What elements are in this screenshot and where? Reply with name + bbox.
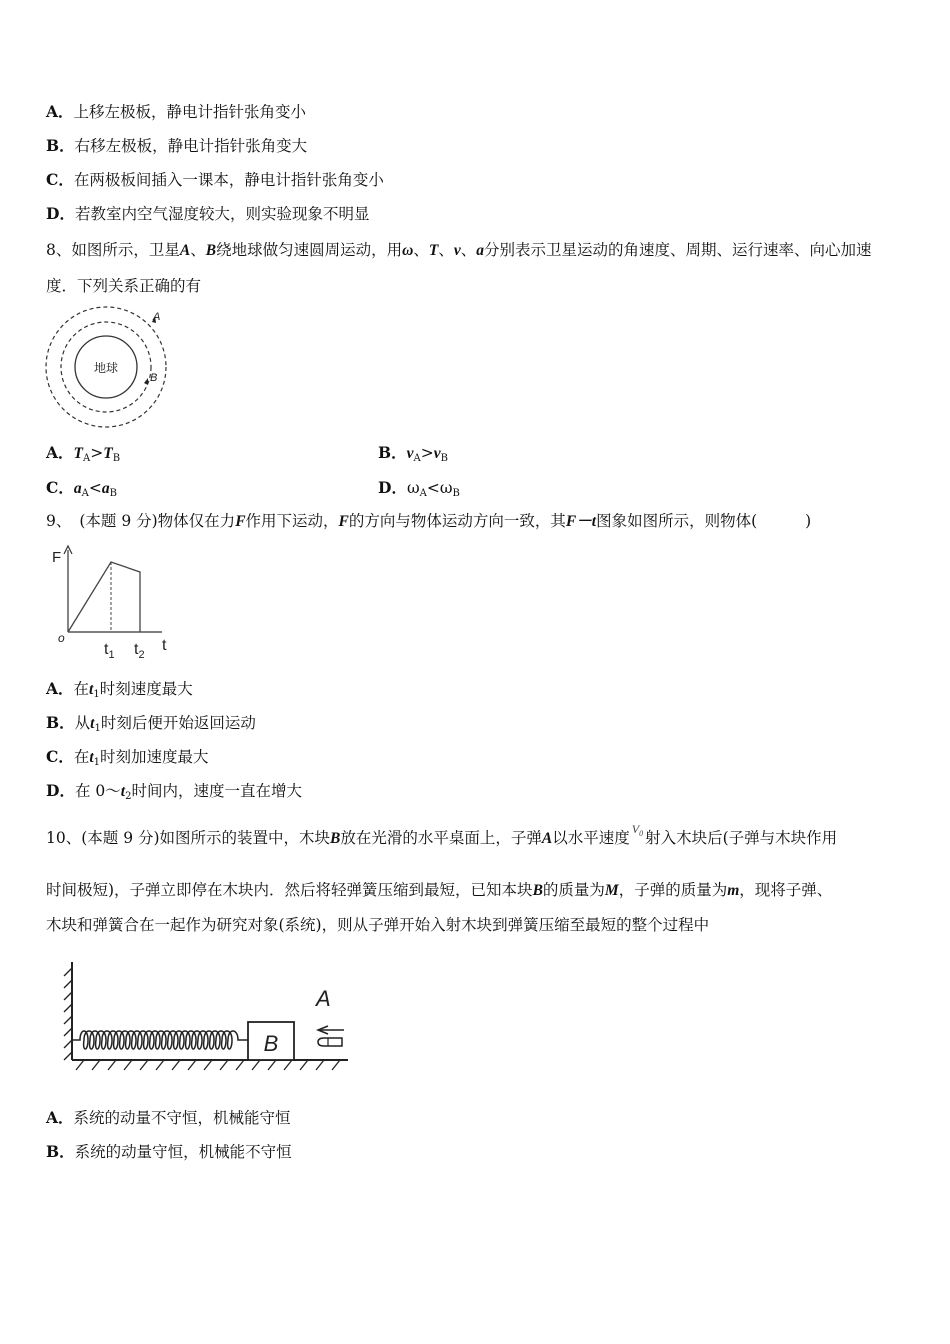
spring xyxy=(72,1031,248,1049)
var-A: A xyxy=(541,830,553,847)
var-F: F xyxy=(338,513,349,530)
q9-option-a xyxy=(46,679,193,705)
x-axis-label: t xyxy=(162,637,167,654)
option-lsub: A xyxy=(83,453,91,464)
option-op: > xyxy=(90,444,104,462)
option-sub: 1 xyxy=(93,757,101,768)
q9-force-time-graph xyxy=(44,540,184,666)
option-letter: C． xyxy=(46,747,74,766)
satellite-b-label: B xyxy=(150,372,158,384)
var-T: T xyxy=(428,242,439,259)
option-post: 时刻速度最大 xyxy=(99,680,193,698)
option-lsub: A xyxy=(81,488,89,499)
q9-stem xyxy=(46,511,811,532)
q10-option-a xyxy=(46,1108,291,1128)
var-v: v xyxy=(453,242,461,259)
satellite-b-arrow xyxy=(144,378,148,385)
option-letter: B． xyxy=(46,1142,75,1161)
q10-option-b xyxy=(46,1142,292,1162)
stem-text: 图象如图所示，则物体( xyxy=(596,512,758,530)
option-pre: 在 0～ xyxy=(74,782,121,800)
option-text: 在两极板间插入一课本，静电计指针张角变小 xyxy=(73,171,384,189)
sep: 、 xyxy=(190,241,206,259)
q10-stem-line2 xyxy=(46,880,832,901)
option-letter: B． xyxy=(46,136,75,155)
option-letter: C． xyxy=(46,478,74,497)
q7-option-c xyxy=(46,170,384,190)
v0-letter: V xyxy=(631,822,640,836)
stem-text: ，子弹的质量为 xyxy=(618,881,728,899)
stem-text: 放在光滑的水平桌面上，子弹 xyxy=(340,829,542,847)
option-lsub: A xyxy=(419,488,427,499)
force-curve xyxy=(68,562,140,632)
stem-text: 的方向与物体运动方向一致，其 xyxy=(348,512,566,530)
sep: 、 xyxy=(438,241,454,259)
q8-option-b xyxy=(378,443,448,469)
option-rsub: B xyxy=(452,488,460,499)
option-letter: D． xyxy=(46,204,75,223)
stem-text: (本题 9 分)物体仅在力 xyxy=(79,512,236,530)
option-letter: D． xyxy=(46,781,75,800)
var-A: A xyxy=(179,242,191,259)
option-pre: 在 xyxy=(73,680,90,698)
option-op: < xyxy=(88,479,102,497)
t1-tick-label: $t_1$ xyxy=(104,641,115,661)
option-letter: A． xyxy=(46,1108,74,1127)
bullet-label: A xyxy=(316,986,331,1011)
q8-stem-line1 xyxy=(46,240,872,261)
q9-option-b xyxy=(46,713,256,739)
block-b-label: B xyxy=(263,1031,279,1056)
var-a: a xyxy=(476,242,484,259)
option-text: 系统的动量不守恒，机械能守恒 xyxy=(73,1109,291,1127)
q8-option-d xyxy=(378,478,460,504)
option-var: t xyxy=(90,715,95,732)
option-text: 系统的动量守恒，机械能不守恒 xyxy=(74,1143,292,1161)
option-pre: 在 xyxy=(73,748,90,766)
stem-text: 如图所示，卫星 xyxy=(71,241,180,259)
q8-stem-line2: 度．下列关系正确的有 xyxy=(46,277,202,295)
option-rhs: ω xyxy=(439,479,453,497)
option-post: 时间内，速度一直在增大 xyxy=(131,782,302,800)
option-rsub: B xyxy=(112,453,121,464)
q8-option-c xyxy=(46,478,117,504)
origin-label: o xyxy=(58,631,65,645)
wall-hatching xyxy=(64,968,72,1060)
option-rhs: v xyxy=(433,445,441,462)
var-B: B xyxy=(532,882,543,899)
var-B: B xyxy=(330,830,341,847)
option-lhs: T xyxy=(73,445,83,462)
var-B: B xyxy=(205,242,217,259)
option-lhs: ω xyxy=(406,479,420,497)
q7-option-d xyxy=(46,204,369,224)
option-sub: 2 xyxy=(125,791,132,802)
stem-text: (本题 9 分)如图所示的装置中，木块 xyxy=(81,829,331,847)
q8-orbit-figure xyxy=(40,306,172,430)
option-var: t xyxy=(120,783,126,800)
option-var: t xyxy=(89,681,94,698)
q10-stem-line1 xyxy=(46,822,838,854)
option-rhs: a xyxy=(101,480,110,497)
option-letter: A． xyxy=(46,102,74,121)
stem-text: 绕地球做匀速圆周运动，用 xyxy=(216,241,403,259)
option-op: < xyxy=(426,479,440,497)
option-sub: 1 xyxy=(93,689,100,700)
q7-option-b xyxy=(46,136,307,156)
stem-text: ，现将子弹、 xyxy=(739,881,833,899)
option-letter: B． xyxy=(46,713,75,732)
stem-text: 分别表示卫星运动的角速度、周期、运行速率、向心加速 xyxy=(483,241,872,259)
stem-text: 作用下运动， xyxy=(245,512,339,530)
earth-label: 地球 xyxy=(93,361,119,375)
stem-text: 以水平速度 xyxy=(552,829,630,847)
option-sub: 1 xyxy=(94,723,101,734)
option-rsub: B xyxy=(440,453,448,464)
var-Ft: F－t xyxy=(565,513,597,530)
stem-text: 的质量为 xyxy=(542,881,605,899)
q10-stem-line3: 木块和弹簧合在一起作为研究对象(系统)，则从子弹开始入射木块到弹簧压缩至最短的整个过程中 xyxy=(46,916,710,934)
var-m: m xyxy=(727,882,740,899)
floor-hatching xyxy=(76,1060,340,1070)
var-omega: ω xyxy=(402,242,414,259)
var-F: F xyxy=(235,513,246,530)
option-post: 时刻后便开始返回运动 xyxy=(100,714,256,732)
y-axis-label: F xyxy=(52,549,62,566)
q10-spring-block-figure xyxy=(58,956,352,1080)
option-rhs: T xyxy=(103,445,113,462)
v0-sub: 0 xyxy=(639,829,644,838)
answer-paren-close: ) xyxy=(805,512,812,530)
sep: 、 xyxy=(413,241,429,259)
option-letter: B． xyxy=(378,443,407,462)
q9-option-c xyxy=(46,747,209,773)
t2-tick-label: $t_2$ xyxy=(134,641,145,661)
option-letter: A． xyxy=(46,679,74,698)
option-lhs: v xyxy=(406,445,414,462)
stem-text: 时间极短)，子弹立即停在木块内．然后将轻弹簧压缩到最短，已知本块 xyxy=(46,881,533,899)
option-var: t xyxy=(89,749,94,766)
q8-number: 8、 xyxy=(46,241,72,259)
option-text: 上移左极板，静电计指针张角变小 xyxy=(73,103,307,121)
q7-option-a xyxy=(46,102,306,122)
bullet-a xyxy=(318,1038,342,1046)
var-v0 xyxy=(632,822,643,836)
option-letter: C． xyxy=(46,170,74,189)
q9-option-d xyxy=(46,781,302,807)
q10-number: 10、 xyxy=(46,829,82,847)
option-text: 右移左极板，静电计指针张角变大 xyxy=(74,137,308,155)
option-letter: D． xyxy=(378,478,407,497)
var-M: M xyxy=(604,882,619,899)
option-pre: 从 xyxy=(74,714,91,732)
option-text: 若教室内空气湿度较大，则实验现象不明显 xyxy=(74,205,370,223)
option-letter: A． xyxy=(46,443,74,462)
stem-text: 射入木块后(子弹与木块作用 xyxy=(645,829,838,847)
option-lsub: A xyxy=(413,453,421,464)
q8-option-a xyxy=(46,443,120,469)
option-op: > xyxy=(420,444,434,462)
satellite-a-label: A xyxy=(153,311,161,323)
sep: 、 xyxy=(460,241,477,259)
q9-number: 9、 xyxy=(46,512,72,530)
option-rsub: B xyxy=(109,488,117,499)
option-lhs: a xyxy=(73,480,82,497)
option-post: 时刻加速度最大 xyxy=(100,748,209,766)
